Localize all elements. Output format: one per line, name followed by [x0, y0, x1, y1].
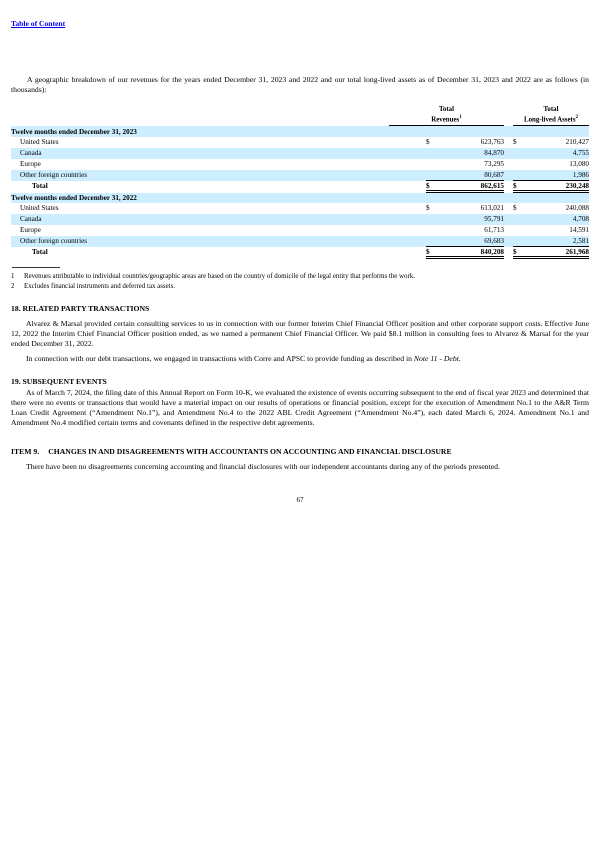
- revenues-value: 95,791: [439, 214, 504, 225]
- row-label: United States: [20, 138, 59, 147]
- row-label: Other foreign countries: [11, 170, 389, 181]
- table-row-2023-united-states: [11, 137, 589, 148]
- row-label: Total: [32, 182, 48, 191]
- revenues-value: 623,763: [480, 138, 504, 147]
- long-lived-value: 4,755: [526, 148, 589, 159]
- dollar-sign: $: [513, 138, 517, 147]
- long-lived-value: 4,708: [526, 214, 589, 225]
- row-label: Other foreign countries: [11, 236, 389, 247]
- long-lived-value: 1,986: [526, 170, 589, 181]
- revenues-value: 73,295: [484, 160, 504, 169]
- related-party-paragraph-2: In connection with our debt transactions, we engaged in transactions with Corre and APSC to provide funding as described in Note 11 - Debt.: [26, 354, 461, 364]
- revenues-value: 613,021: [480, 204, 504, 213]
- table-row-2022-united-states: [11, 203, 589, 214]
- subsequent-events-paragraph: As of March 7, 2024, the filing date of this Annual Report on Form 10-K, we evaluated the existence of events occurring subsequent to the end of fiscal year 2023 and determined that there were no events or transactions that would have a material impact on our results of operations or financial position, except for the execution of Amendment No.1 to the A&R Term Loan Credit Agreement (“Amendment No.1”), and Amendment No.4 to the 2022 ABL Credit Agreement (“Amendment No.4”), each dated March 6, 2024. Amendment No.1 and Amendment No.4 modified certain terms and covenants defined in the respective debt agreements.: [11, 388, 589, 428]
- revenues-value: 61,713: [484, 226, 504, 235]
- row-label: Europe: [20, 160, 41, 169]
- item-9-paragraph: There have been no disagreements concerning accounting and financial disclosures with our independent accountants during any of the periods presented.: [26, 462, 500, 472]
- heading-related-party-transactions: 18. RELATED PARTY TRANSACTIONS: [11, 304, 150, 314]
- footnote-marker: 1: [11, 273, 15, 281]
- footnote-marker: 2: [11, 282, 15, 290]
- related-party-paragraph-1: Alvarez & Marsal provided certain consulting services to us in connection with our former Interim Chief Financial Officer position and other corporate support costs. Effective June 12, 2022 the Interim Chief Financial Officer position ended, as we named a permanent Chief Financial Officer. We paid $8.1 million in consulting fees to Alvarez & Marsal for the year ended December 31, 2022.: [11, 319, 589, 349]
- long-lived-value: 13,080: [569, 160, 589, 169]
- table-row-2022-canada: [11, 214, 589, 225]
- row-label: Canada: [11, 214, 389, 225]
- dollar-sign: $: [426, 181, 439, 192]
- long-lived-value: 210,427: [565, 138, 589, 147]
- footnote-ref-2: 2: [575, 115, 578, 120]
- table-row-2023-europe: [11, 159, 589, 170]
- table-row-2023-other-foreign: [11, 170, 589, 181]
- table-row-2022-other-foreign: [11, 236, 589, 247]
- row-label: Total: [32, 248, 48, 257]
- long-lived-total: 261,968: [526, 247, 589, 258]
- dollar-sign: $: [513, 204, 517, 213]
- table-of-content-link[interactable]: Table of Content: [11, 19, 66, 28]
- table-row-2022-total: [11, 247, 589, 258]
- footnote-text: Revenues attributable to individual countries/geographic areas are based on the country of domicile of the legal entity that performs the work.: [24, 273, 415, 281]
- note-11-debt-reference: Note 11 - Debt: [413, 354, 459, 364]
- heading-subsequent-events: 19. SUBSEQUENT EVENTS: [11, 377, 107, 387]
- revenues-value: 80,687: [439, 170, 504, 181]
- intro-paragraph: A geographic breakdown of our revenues for the years ended December 31, 2023 and 2022 and our total long-lived assets as of December 31, 2023 and 2022 are as follows (in thousands):: [11, 75, 589, 94]
- geographic-breakdown-table: [11, 106, 589, 259]
- revenues-total: 862,615: [439, 181, 504, 192]
- revenues-value: 84,870: [439, 148, 504, 159]
- row-label: Canada: [11, 148, 389, 159]
- row-label: United States: [20, 204, 59, 213]
- page-number: 67: [296, 496, 304, 505]
- table-row-2023-total: [11, 181, 589, 192]
- row-label: Europe: [20, 226, 41, 235]
- long-lived-value: 2,581: [526, 236, 589, 247]
- table-section-header-2022: Twelve months ended December 31, 2022: [11, 192, 589, 203]
- footnote-1: [11, 272, 589, 282]
- footnote-2: [11, 282, 589, 292]
- column-header-total-long-lived-assets: Total Long-lived Assets$^2$: [513, 106, 589, 126]
- table-section-header-2023: Twelve months ended December 31, 2023: [11, 126, 589, 137]
- table-row-2023-canada: [11, 148, 589, 159]
- footnote-ref-1: 1: [459, 115, 462, 120]
- dollar-sign: $: [426, 247, 439, 258]
- table-column-headers: [11, 106, 589, 126]
- dollar-sign: $: [513, 181, 526, 192]
- long-lived-value: 240,088: [565, 204, 589, 213]
- dollar-sign: $: [513, 247, 526, 258]
- footnote-divider: [12, 267, 60, 268]
- long-lived-total: 230,248: [526, 181, 589, 192]
- dollar-sign: $: [425, 204, 430, 213]
- long-lived-value: 14,591: [569, 226, 589, 235]
- dollar-sign: $: [425, 138, 430, 147]
- revenues-value: 69,683: [439, 236, 504, 247]
- heading-item-9: ITEM 9. CHANGES IN AND DISAGREEMENTS WITH ACCOUNTANTS ON ACCOUNTING AND FINANCIAL DISCLOSURE: [11, 447, 452, 457]
- column-header-total-revenues: Total Revenues$^1$: [389, 106, 504, 126]
- table-row-2022-europe: [11, 225, 589, 236]
- footnote-text: Excludes financial instruments and deferred tax assets.: [24, 282, 175, 290]
- revenues-total: 840,208: [439, 247, 504, 258]
